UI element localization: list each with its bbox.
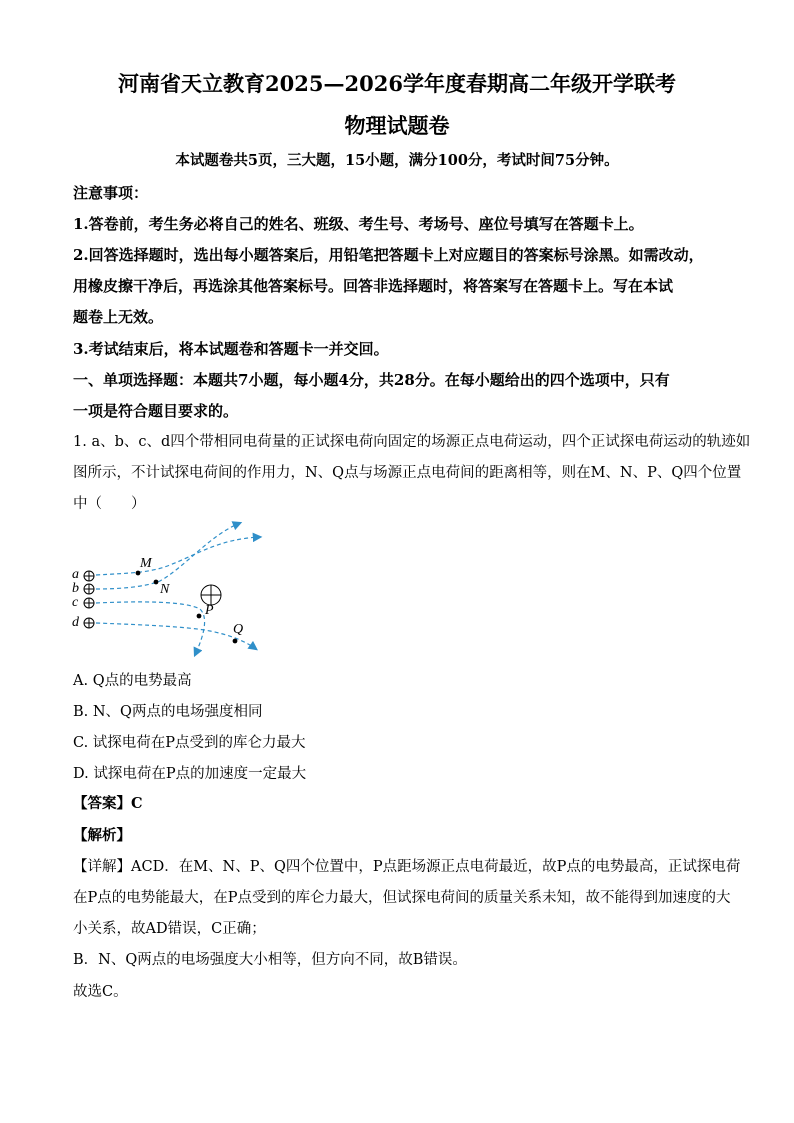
point-p-dot	[197, 614, 202, 619]
analysis-heading: 【解析】	[73, 827, 131, 844]
option-a: A. Q点的电势最高	[73, 673, 192, 689]
option-b: B. N、Q两点的电场强度相同	[73, 704, 263, 720]
option-c: C. 试探电荷在P点受到的库仑力最大	[73, 735, 306, 751]
question-1-line2: 图所示，不计试探电荷间的作用力，N、Q点与场源正点电荷间的距离相等，则在M、N、P、Q四个位置	[73, 465, 742, 481]
trajectory-a	[96, 537, 260, 575]
charge-label-a: a	[72, 567, 79, 582]
point-label-n: N	[160, 582, 170, 597]
question-1-line1: 1. a、b、c、d四个带相同电荷量的正试探电荷向固定的场源正点电荷运动，四个正试探电荷运动的轨迹如	[73, 434, 751, 450]
notice-item-1: 1.答卷前，考生务必将自己的姓名、班级、考生号、考场号、座位号填写在答题卡上。	[73, 215, 644, 233]
trajectory-figure	[60, 515, 280, 665]
notice-item-3: 3.考试结束后，将本试题卷和答题卡一并交回。	[73, 340, 389, 358]
detail-line3: 小关系，故AD错误，C正确；	[73, 921, 266, 937]
point-label-q: Q	[233, 622, 244, 637]
charge-c-icon	[84, 598, 94, 608]
charge-b-icon	[84, 584, 94, 594]
exam-note: 本试题卷共5页，三大题，15小题，满分100分，考试时间75分钟。	[175, 152, 619, 169]
point-label-m: M	[140, 556, 152, 571]
detail-line2: 在P点的电势能最大，在P点受到的库仑力最大，但试探电荷间的质量关系未知，故不能得到加速度的大	[73, 890, 731, 906]
trajectory-d	[96, 623, 256, 649]
source-charge-icon	[201, 585, 221, 605]
point-q-dot	[233, 639, 238, 644]
detail-line1: 【详解】ACD．在M、N、P、Q四个位置中，P点距场源正点电荷最近，故P点的电势最高，正试探电荷	[73, 859, 741, 875]
charge-label-c: c	[72, 595, 79, 610]
section-heading-line1: 一、单项选择题：本题共7小题，每小题4分，共28分。在每小题给出的四个选项中，只有	[73, 371, 670, 389]
question-1-line3: 中（ ）	[73, 496, 146, 512]
charge-label-b: b	[72, 581, 79, 596]
conclusion: 故选C。	[73, 984, 128, 1000]
notice-item-2b: 用橡皮擦干净后，再选涂其他答案标号。回答非选择题时，将答案写在答题卡上。写在本试	[73, 277, 674, 295]
notice-heading: 注意事项：	[73, 184, 149, 202]
answer: 【答案】C	[73, 795, 143, 812]
trajectory-b	[96, 523, 240, 589]
exam-subtitle: 物理试题卷	[344, 113, 450, 138]
point-label-p: P	[205, 603, 214, 618]
point-n-dot	[154, 580, 159, 585]
notice-item-2a: 2.回答选择题时，选出每小题答案后，用铅笔把答题卡上对应题目的答案标号涂黑。如需改动，	[73, 246, 704, 264]
charge-label-d: d	[72, 615, 79, 630]
section-heading-line2: 一项是符合题目要求的。	[73, 402, 239, 420]
detail-line4: B．N、Q两点的电场强度大小相等，但方向不同，故B错误。	[73, 952, 467, 968]
option-d: D. 试探电荷在P点的加速度一定最大	[73, 766, 307, 782]
charge-a-icon	[84, 571, 94, 581]
exam-title: 河南省天立教育2025—2026学年度春期高二年级开学联考	[118, 71, 676, 96]
charge-d-icon	[84, 618, 94, 628]
notice-item-2c: 题卷上无效。	[73, 308, 164, 326]
